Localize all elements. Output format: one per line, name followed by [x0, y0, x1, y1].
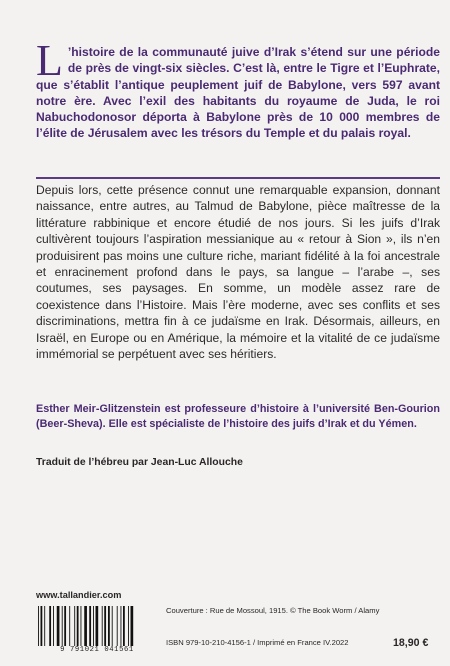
- barcode-digits: 9 791021 041561: [60, 646, 134, 654]
- isbn-line: ISBN 979-10-210-4156-1 / Imprimé en France IV.2022: [166, 638, 349, 647]
- lead-paragraph: [36, 36, 440, 142]
- lead-text: ’histoire de la communauté juive d’Irak s’étend sur une période de près de vingt-six siècles. C’est là, entre le Tigre et l’Euphrate, que s’établit l’antique peuplement juif de Babylone, vers 597 avant notre ère. Avec l’exil des habitants du royaume de Juda, le roi Nabuchodonosor déporta à Babylone près de 10 000 membres de l’élite de Jérusalem avec les trésors du Temple et du palais royal.: [36, 45, 440, 141]
- drop-cap: L: [36, 36, 63, 85]
- author-bio: Esther Meir-Glitzenstein est professeure d’histoire à l’université Ben-Gourion (Beer-Sheva). Elle est spécialiste de l’histoire des juifs d’Irak et du Yémen.: [36, 403, 440, 430]
- cover-credits: Couverture : Rue de Mossoul, 1915. © The Book Worm / Alamy: [166, 606, 380, 615]
- price-label: 18,90 €: [393, 637, 429, 649]
- section-divider: [36, 177, 440, 179]
- translator-credit: Traduit de l’hébreu par Jean-Luc Allouche: [36, 457, 243, 468]
- publisher-website: www.tallandier.com: [36, 590, 122, 600]
- barcode-icon: [36, 606, 158, 646]
- body-paragraph: Depuis lors, cette présence connut une remarquable expansion, donnant naissance, entre autres, au Talmud de Babylone, pièce maîtresse de la littérature rabbinique et encore étudié de nos jours. Si les juifs d’Irak cultivèrent toujours l’aspiration messianique au « retour à Sion », ils n’en produisirent pas moins une culture riche, mariant fidélité à la foi ancestrale et enracinement profond dans le pays, sa langue – l’arabe –, ses coutumes, ses paysages. En somme, un modèle assez rare de coexistence dans l’Histoire. Mais l’ère moderne, avec ses conflits et ses discriminations, mettra fin à ce judaïsme en Irak. Désormais, ailleurs, en Israël, en Europe ou en Amérique, la mémoire et la vitalité de ce judaïsme immémorial se perpétuent avec ses héritiers.: [36, 183, 440, 362]
